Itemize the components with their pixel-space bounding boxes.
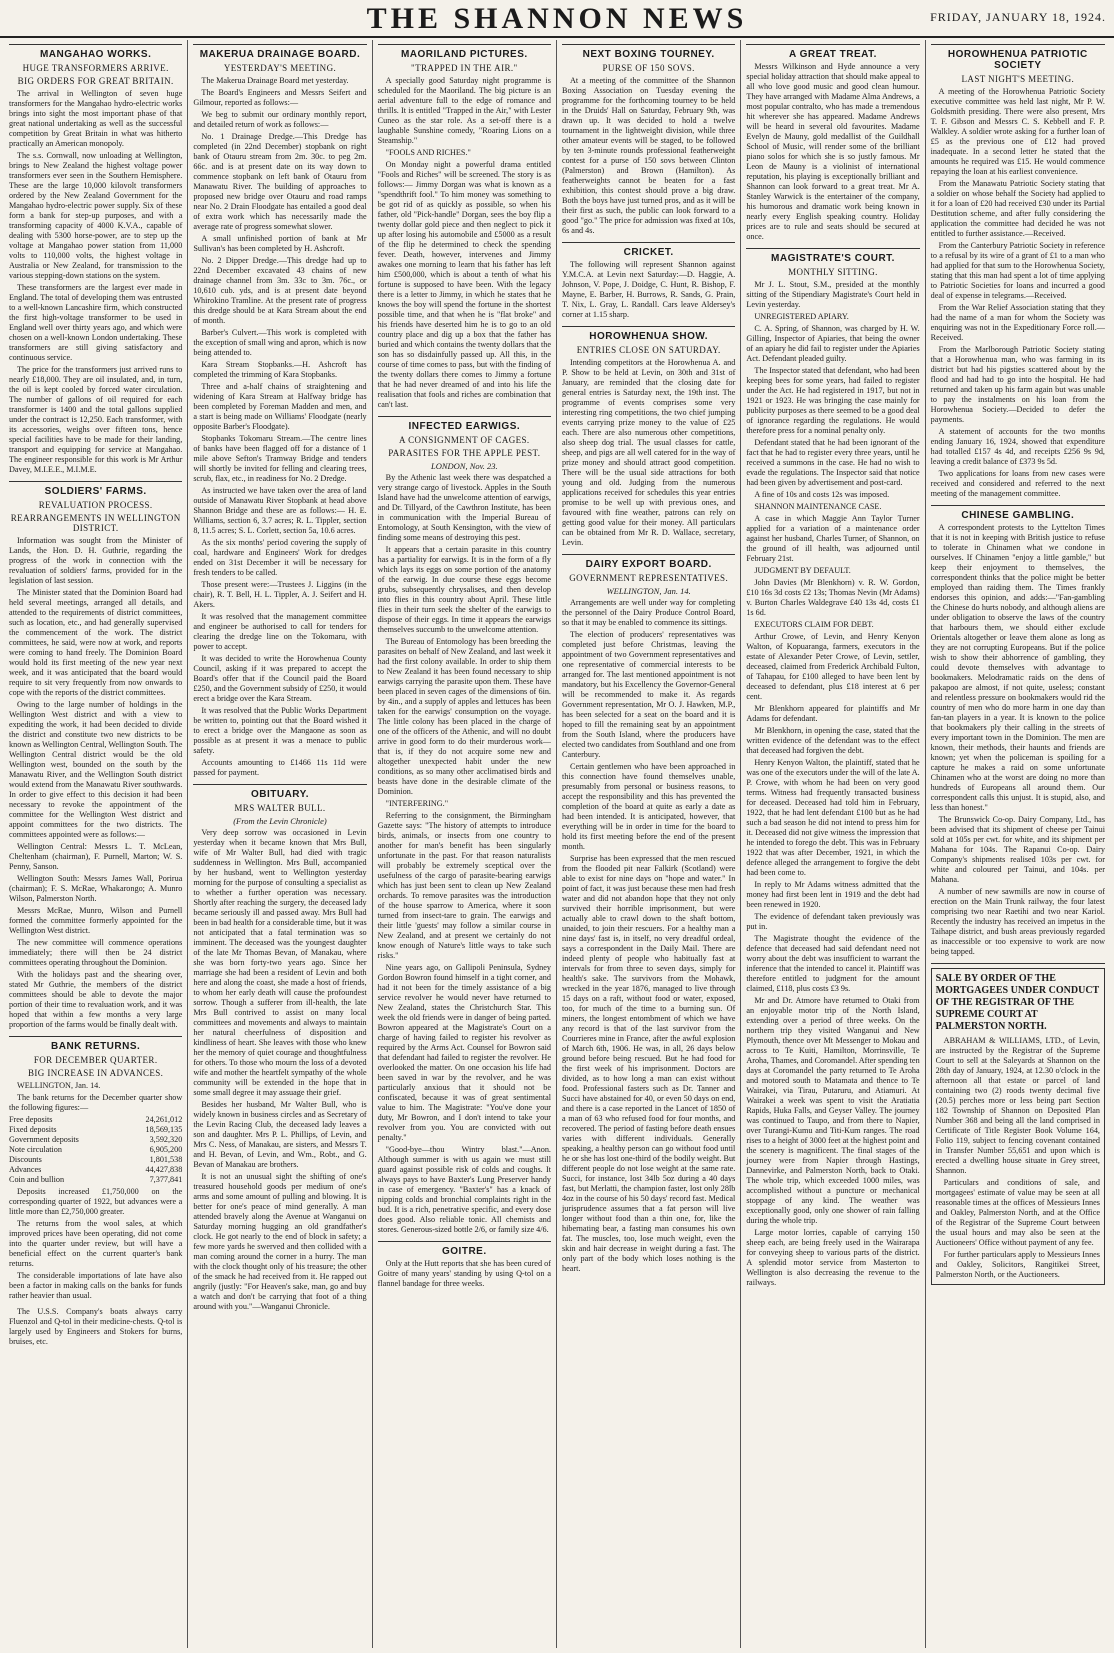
article-subheading: PARASITES FOR THE APPLE PEST.	[388, 448, 541, 458]
table-cell-value: 24,261,012	[145, 1115, 183, 1124]
article-paragraph: The following will represent Shannon against Y.M.C.A. at Levin next Saturday:—D. Haggie, A. Johnson, V. Pope, J. Doidge, C. Hunt, R. Bishop, F. Mayne, E. Barber, H. Burrows, R. Sands, G. Prain, T. Nix, L. Gray, L. Randall. Cars leave Aldersey's corner at 1.15 sharp.	[561, 260, 736, 319]
article-paragraph: "FOOLS AND RICHES."	[385, 148, 471, 157]
article-paragraph: The Magistrate thought the evidence of the defence that deceased had said defendant need not worry about the debt was insufficient to warrant the inference that the intended to cancel it. Plaintiff was therefore entitled to judgment for the amount claimed, £118, plus costs £3 9s.	[746, 934, 920, 993]
article-subheading: GOVERNMENT REPRESENTATIVES.	[569, 573, 729, 583]
article-headline: CRICKET.	[623, 247, 674, 258]
article	[931, 963, 1105, 1285]
article-paragraph: The election of producers' representatives was completed just before Christmas, leaving the appointment of two Government representatives and one representative of commercial interests to be arranged for. The last mentioned appointment is not mandatory, but his Excellency the Governor-General will be recommended to make it. As regards Government representation, Mr O. J. Hawken, M.P., has been selected for a seat on the board and it is hoped to fill the remaining seat by an appointment from the South Island, where the producers have elected two candidates from Southland and one from Canterbury.	[561, 630, 736, 759]
article-subheading: MRS WALTER BULL.	[234, 803, 326, 813]
article-paragraph: The Bureau of Entomology has been breeding the parasites on behalf of New Zealand, and last week it had the first colony available. In order to ship them to New Zealand it has been found necessary to ship earwigs carrying the parasite upon them. These have been placed in seven cages of the dimensions of 6in. by 4in., and a supply of apples and lettuces has been taken for the earwigs' consumption on the voyage. The little colony has been placed in the charge of one of the officers of the Athenic, and will no doubt arrive in good form to do their murderous work—that is, if they do not acquire some new and altogether unexpected habit under the new conditions, as so many other acclimatised birds and beasts have done in the desirable climate of the Dominion.	[377, 637, 551, 796]
article-paragraph: As the six months' period covering the supply of coal, hardware and Engineers' Work for dredges ended on 31st December it will be necessary for fresh tenders to be called.	[193, 538, 367, 577]
article-paragraph: Two applications for loans from new cases were received and considered and referred to the next meeting of the management committee.	[930, 469, 1105, 498]
article-headline: HOROWHENUA PATRIOTIC SOCIETY	[947, 49, 1088, 71]
article-paragraph: The Makerua Drainage Board met yesterday.	[201, 76, 349, 85]
column-1	[4, 40, 188, 1648]
article-subheading: ENTRIES CLOSE ON SATURDAY.	[576, 345, 721, 355]
article-headline: NEXT BOXING TOURNEY.	[582, 49, 715, 60]
article-subheading: YESTERDAY'S MEETING.	[223, 63, 337, 73]
article-paragraph: It was resolved that the Public Works Department be written to, pointing out that the Board wished it to erect a bridge over the Mangaone as soon as possible as at present it was a menace to public safety.	[193, 706, 367, 755]
article-subheading: REVALUATION PROCESS.	[38, 500, 153, 510]
article-paragraph: These transformers are the largest ever made in England. The total of developing them was entrusted to a well-known Lancashire firm, which constructed the first high-voltage transformer to be used in England well over thirty years ago, and which were chosen on a well-known London undertaking. These transformers are still giving satisfactory and continuous service.	[9, 283, 183, 362]
article-dateline: WELLINGTON, Jan. 14.	[606, 586, 691, 596]
table-cell-value: 18,569,135	[145, 1125, 183, 1134]
column-4	[557, 40, 741, 1648]
article-paragraph: By the Athenic last week there was despatched a very strange cargo of livestock. Apples in the South Island have had the unwelcome attention of earwigs, and Dr. Tillyard, of the Cawthron Institute, has been in communication with the Imperial Bureau of Entomology, at South Kensington, with the view of finding some means of destroying this pest.	[377, 473, 551, 542]
article-paragraph: The evidence of defendant taken previously was put in.	[746, 912, 920, 931]
article-paragraph: "Good-bye—thou Wintry blast."—Anon. Although summer is with us again we must still guard against possible risk of colds and coughs. It always pays to have Baxter's Lung Preserver handy in case of emergency. "Baxter's" has a knack of nipping colds and bronchial complaints right in the bud. It is a rich, penetrative specific, and every dose does good. Also reliable tonic. All chemists and stores. Generous-sized bottle 2/6, or family size 4/6.	[377, 1145, 551, 1234]
bank-returns-table	[9, 1115, 182, 1185]
article-paragraph: Mr Blenkhorn, in opening the case, stated that the written evidence of the defendant was to the effect that deceased had forgiven the debt.	[746, 726, 920, 755]
article-paragraph: Information was sought from the Minister of Lands, the Hon. D. H. Guthrie, regarding the progress of the work in connection with the revaluation of soldiers' farms, provided for in the legislation of last session.	[9, 536, 183, 585]
article-paragraph: UNREGISTERED APIARY.	[754, 312, 849, 321]
article-paragraph: On Monday night a powerful drama entitled "Fools and Riches" will be screened. The story is as follows:— Jimmy Dorgan was what is known as a "spendthrift fool." To him money was something to be got rid of as quickly as possible, so when his father, old "Pick-handle" Dorgan, sees the boy flip a twenty dollar gold piece and then neglect to pick it up after losing his automobile and £5000 as a result of the flip he determined to check the spending fever. Death, however, intervenes and Jimmy awakes one morning to learn that his father has left him £500,000, which is about a tenth of what his fortune is supposed to have been. With the legacy there is a letter to Jimmy, in which he states that he knows the boy will spend the fortune in the shortest possible time, and that when he is "flat broke" and his friends have deserted him he is to go to an old country place and dig up a box that the father has buried and which contains the twenty dollars that the son has so disdainfully passed up. All this, in the course of time comes to pass, but with the finding of the twenty dollars there comes to Jimmy a fortune that he had never dreamed of and into his life the realisation that fools and riches are combination that can't last.	[377, 160, 551, 409]
article-paragraph: From the Marlborough Patriotic Society stating that a Horowhenua man, who was farming in its district but had his pigsties scattered about by the flood and had had to go into the hospital. He had returned and taken up his farm again but was unable to pay the instalments on his loan from the Horowhenua Society.—Decided to defer the payments.	[930, 345, 1105, 424]
article-headline: A GREAT TREAT.	[789, 49, 877, 60]
article	[746, 248, 919, 1288]
article	[746, 44, 919, 242]
article-paragraph: The Minister stated that the Dominion Board had held several meetings, arranged all details, and attended to the requirements of district committees, such as location, etc., and had generally supervised the commencement of the work. The district committees, he said, were now at work, and reports were coming to hand freely. The Dominion Board would hold its first meeting of the new year next week, and it was anticipated that the board would require to sit very frequently from now onwards to cope with the reports of the district committees.	[9, 588, 183, 697]
article-headline: SOLDIERS' FARMS.	[44, 486, 147, 497]
article-paragraph: It was resolved that the management committee and engineer be authorised to call for tenders for clearing the dredge line on the Tokomaru, with power to accept.	[193, 612, 367, 651]
table-cell-value: 1,801,538	[149, 1155, 183, 1164]
article-paragraph: Arthur Crowe, of Levin, and Henry Kenyon Walton, of Kopuaranga, farmers, executors in the estate of Alexander Peter Crowe, of Levin, settler, deceased, claimed from Frederick Archibald Fulton, of Tahapau, for £100 alleged to have been lent by deceased to defendant, plus £18 interest at 6 per cent.	[746, 632, 920, 701]
article-paragraph: As instructed we have taken over the area of land outside of Manawatu River Stopbank at head above Shannon Bridge and these are as follows:— H. E. Williams, section 6, 3.7 acres; R. L. Tippler, section 8, 11.5 acres; S. L. Corlett, section 5a, 10.6 acres.	[193, 486, 367, 535]
divider-rule	[378, 44, 551, 45]
article-paragraph: Messrs McRae, Munro, Wilson and Purnell formed the committee formerly appointed for the Wellington West district.	[9, 906, 183, 935]
article-paragraph: Wellington Central: Messrs L. T. McLean, Cheltenham (chairman), F. Purnell, Marton; W. S. Penny, Sanson.	[9, 842, 183, 871]
article-subheading: FOR DECEMBER QUARTER.	[33, 1055, 158, 1065]
table-cell-label: Discounts	[9, 1155, 42, 1164]
article-subheading: BIG INCREASE IN ADVANCES.	[27, 1068, 164, 1078]
notice-title: SALE BY ORDER OF THE MORTGAGEES UNDER CONDUCT OF THE REGISTRAR OF THE SUPREME COURT AT PALMERSTON NORTH.	[935, 973, 1100, 1032]
table-row	[9, 1175, 182, 1185]
divider-rule	[562, 44, 735, 45]
article-subheading: HUGE TRANSFORMERS ARRIVE.	[22, 63, 169, 73]
column-5	[741, 40, 925, 1648]
legal-notice-advertisement	[931, 968, 1105, 1285]
article-headline: OBITUARY.	[250, 789, 309, 800]
article-paragraph: JUDGMENT BY DEFAULT.	[754, 566, 851, 575]
divider-rule	[9, 44, 182, 45]
article	[931, 505, 1105, 957]
article-subheading: A CONSIGNMENT OF CAGES.	[399, 435, 530, 445]
article-paragraph: Messrs Wilkinson and Hyde announce a very special holiday attraction that should make appeal to all who love good music and good clean humour. They have arranged with Madame Alma Andrews, a most popular contralto, who has made a tremendous hit wherever she has appeared. Madame Andrews will be heard in several old favourites. Madame Evelyn de Mauny, gold medallist of the Guildhall School of Music, will render some of the brilliant piano solos for which she is so justly famous. Mr Leon de Mauny is a violinist of international reputation, his playing is exceptionally brilliant and Shannon can look forward to a great treat. Mr A. Stanley Warwick is the entertainer of the company, his humorous and dramatic work being known in nearly every English speaking country. Holiday prices are to rule and seats should be secured at once.	[746, 62, 920, 241]
article-paragraph: Accounts amounting to £1466 11s 11d were passed for payment.	[193, 758, 367, 777]
article-paragraph: A fine of 10s and costs 12s was imposed.	[754, 490, 890, 499]
table-cell-label: Fixed deposits	[9, 1125, 57, 1134]
article	[562, 326, 735, 548]
article-paragraph: In reply to Mr Adams witness admitted that the money had first been lent in 1919 and the debt had been renewed in 1920.	[746, 880, 920, 909]
article-paragraph: A specially good Saturday night programme is scheduled for the Maoriland. The big picture is an aerial adventure full to the edge of romance and thrills. It is entitled "Trapped in the Air," with Lester Cuneo as the star role. As a set-off there is a laughable Sunshine comedy, "Roaring Lions on a Steamship."	[377, 76, 551, 145]
article-paragraph: Intending competitors at the Horowhenua A. and P. Show to be held at Levin, on 30th and 31st of January, are reminded that the closing date for general entries is Saturday next, the 19th inst. The programme of events comprises some very interesting ring competitions, the two chief jumping events carrying prize money to the value of £25 each. There are also numerous other competitions, also sheep dog trial. The usual classes for cattle, sheep, and pigs are all well catered for in the way of prize money and should attract good competition. There will be the usual side attractions for both young and old. Judging from the numerous applications received for schedules this year entries promise to be well up with previous ones, and favoured with fine weather, patrons can rely on getting good value for their money. All particulars can be obtained from Mr R. D. Wallace, secretary, Levin.	[561, 358, 736, 547]
article-paragraph: The considerable importations of late have also been a factor in making calls on the banks for funds rather heavier than usual.	[9, 1271, 183, 1300]
article-paragraph: The s.s. Cornwall, now unloading at Wellington, brings to New Zealand the highest voltage power transformers ever seen in the Southern Hemisphere. These are the large 10,000 kilovolt transformers ordered by the New Zealand Government for the Mangahao hydro-electric power supply. Six of these form a bank for step-up purposes, and with a transforming capacity of 4000 K.V.A., capable of dealing with 5300 horse-power, are to step up the voltage at Mangahao power station from 11,000 volts to 110,000 volts, the highest voltage in Australia or New Zealand, for transmission to the various stepping-down stations on the system.	[9, 151, 183, 280]
article-paragraph: The new committee will commence operations immediately; there will then be 24 district committees operating throughout the Dominion.	[9, 938, 183, 967]
table-cell-label: Coin and bullion	[9, 1175, 65, 1184]
article-paragraph: The Brunswick Co-op. Dairy Company, Ltd., has been advised that its shipment of cheese per Tainui sold at 105s per cwt. for white, and its shipment per Mahana for 104s. The Rapanui Co-op. Dairy Company's shipments realised 103s per cwt. for white and coloured per Tainui, and 104s. per Mahana.	[930, 815, 1105, 884]
article-paragraph: A statement of accounts for the two months ending January 16, 1924, showed that expenditure had totalled £157 4s 4d, and receipts £256 9s 9d, leaving a credit balance of £373 9s 5d.	[930, 427, 1105, 466]
article-paragraph: A correspondent protests to the Lyttelton Times that it is not in keeping with British justice to refuse to tolerate in Chinamen what we condone in ourselves. If Chinamen "enjoy a little gamble," but keep their enjoyment to themselves, the correspondent thinks that the police might be better employed than raiding them. The Times frankly endorses this opinion, and adds:—"Fan-gambling the Chinese do hurts nobody, and although aliens are under obligation to observe the laws of the country that harbours them, we should either exclude Orientals altogether or leave them alone as long as they are not corrupting Europeans. But if the police wish to show their abhorrence of gambling, they could devote themselves with advantage to bookmakers. Melodramatic raids on the dens of pakapoo are almost, if not quite, useless; constant and relentless pressure on bookmakers would rid the country of men who do more harm in one day than fan-tan players in a year. It is known to the police that bookmakers ply their calling in the streets of every important town in the Dominion. The men are known, their methods, their haunts and friends are known; yet when the policeman is spoiling for a capture he makes a raid on some unfortunate Chinamen who at the worst are doing no more than hundreds of Europeans all around them. Our correspondent calls this unjust. It is stupid, also, and less than honest."	[930, 523, 1105, 812]
article-paragraph: The U.S.S. Company's boats always carry Fluenzol and Q-tol in their medicine-chests. Q-tol is largely used by Engineers and Stokers for burns, bruises, etc.	[9, 1307, 183, 1346]
article	[931, 44, 1105, 499]
divider-rule	[193, 784, 366, 785]
article	[193, 44, 366, 778]
article-paragraph: Those present were:—Trustees J. Liggins (in the chair), R. T. Bell, H. L. Tippler, A. J. Seifert and H. Akers.	[193, 580, 367, 609]
article-headline: HOROWHENUA SHOW.	[589, 331, 709, 342]
table-cell-value: 3,592,320	[149, 1135, 183, 1144]
article-headline: GOITRE.	[442, 1246, 487, 1257]
article	[9, 1036, 182, 1301]
divider-rule	[562, 242, 735, 243]
notice-paragraph: For further particulars apply to Messieurs Innes and Oakley, Solicitors, Rangitikei Street, Palmerston North, or the Auctioneers.	[935, 1250, 1100, 1279]
article-headline: CHINESE GAMBLING.	[961, 510, 1075, 521]
table-row	[9, 1155, 182, 1165]
article-paragraph: WELLINGTON, Jan. 14.	[17, 1081, 101, 1090]
article-subheading: BIG ORDERS FOR GREAT BRITAIN.	[17, 76, 174, 86]
article-paragraph: Owing to the large number of holdings in the Wellington West district and with a view to expediting the work, it had been decided to divide the district and constitute two new districts to be known as Wellington Central, Wellington South. The Wellington Central district would be the old Wellington west, bounded on the south by the Manawatu River, and the Wellington South district would extend from the Manawatu River southwards. In order to give effect to this decision it had been necessary to revoke the appointment of the committee for the Wellington West district and appoint committees for the two districts. The committees appointed were as follows:—	[9, 700, 183, 839]
article-paragraph: With the holidays past and the shearing over, stated Mr Guthrie, the members of the district committees should be able to devote the major portion of their time to revaluation work, and it was hoped that within a few months a very large proportion of the farms would be finally dealt with.	[9, 970, 183, 1029]
article-paragraph: C. A. Spring, of Shannon, was charged by H. W. Gilling, Inspector of Apiaries, that being the owner of an apiary he did fail to register under the Apiaries Act. Defendant pleaded guilty.	[746, 324, 920, 363]
article-paragraph: The Inspector stated that defendant, who had been keeping bees for some years, had failed to register under the Act. He had registered in 1917, but not in 1921 or 1923. He was bringing the case mainly for publicity purposes as there seemed to be a good deal of ignorance regarding the regulations. He would therefore press for a nominal penalty only.	[746, 366, 920, 435]
column-6	[926, 40, 1110, 1648]
table-cell-label: Government deposits	[9, 1135, 79, 1144]
article-headline: MAKERUA DRAINAGE BOARD.	[199, 49, 361, 60]
article-paragraph: At a meeting of the committee of the Shannon Boxing Association on Tuesday evening the programme for the forthcoming tourney to be held in the Druids' Hall on Saturday, February 9th, was drawn up. It was decided to hold a twelve tournament in the lightweight division, while three other amateur events will be staged, to be followed by ten 3-minute rounds professional featherweight contest for a purse of 150 sovs between Clinton (Palmerston) and Brown (Hamilton). As featherweights cannot be beaten for a fast exhibition, this contest should prove a big draw. Both the boys have just turned pros, and as it will be their first as such, the public can look forward to a good "go." The price for admission was fixed at 10s, 6s and 4s.	[561, 76, 736, 235]
table-cell-value: 7,377,841	[149, 1175, 183, 1184]
article-paragraph: John Davies (Mr Blenkhorn) v. R. W. Gordon, £10 16s 3d costs £2 13s; Thomas Nevin (Mr Adams) v. Burton Charles Waldegrave £40 13s 4d, costs £1 1s 6d.	[746, 578, 920, 617]
article-paragraph: Henry Kenyon Walton, the plaintiff, stated that he was one of the executors under the will of the late A. P. Crowe, with whom he had been on very good terms. Witness had frequently transacted business for deceased. Deceased had told him in February, 1922, that he had lent defendant £100 but as he had such a bad season he did not intend to press him for it. Deceased did not give witness the impression that he intended to forego the debt. This was in February 1922 that was after December, 1921, in which the defence alleged the arrangement to forgive the debt had been come to.	[746, 758, 920, 877]
table-row	[9, 1115, 182, 1125]
article-subheading: MONTHLY SITTING.	[788, 267, 878, 277]
article-paragraph: It appears that a certain parasite in this country has a partiality for earwigs. It is in the form of a fly which lays its eggs on some portion of the anatomy of the earwig. In due course these eggs become grubs, subsequently chrysalises, and then develop into flies in this country about April. These little flies in their turn seek the shelter of the earwigs to dispose of their eggs. In time it appears the earwigs themselves succumb to the unwelcome attention.	[377, 545, 551, 634]
column-3	[373, 40, 557, 1648]
notice-paragraph: Particulars and conditions of sale, and mortgagees' estimate of value may be seen at all reasonable times at the offices of Messieurs Innes and Oakley, Palmerston North, and at the Office of the Registrar of the Supreme Court between the usual hours and may also be seen at the Auctioneers' Office without payment of any fee.	[935, 1178, 1100, 1247]
article-paragraph: The bank returns for the December quarter show the following figures:—	[9, 1093, 183, 1112]
article-paragraph: EXECUTORS CLAIM FOR DEBT.	[754, 620, 874, 629]
news-columns	[4, 40, 1110, 1648]
table-cell-label: Note circulation	[9, 1145, 62, 1154]
article-paragraph: The arrival in Wellington of seven huge transformers for the Mangahao hydro-electric works brings into sight the most important phase of that great national undertaking as well as the successful competition by Great Britain in what was hitherto practically an American monopoly.	[9, 89, 183, 148]
table-cell-value: 6,905,200	[149, 1145, 183, 1154]
article-headline: MAGISTRATE'S COURT.	[771, 253, 895, 264]
article-paragraph: Surprise has been expressed that the men rescued from the flooded pit near Falkirk (Scotland) were able to exist for nine days on "hope and water." In point of fact, it was just because these men had fresh water and did not abandon hope that they not only survived their horrible imprisonment, but were actually able to crawl down to the shaft bottom, unaided, to join their rescuers. For a healthy man a nine days' fast is, in itself, no very dreadful ordeal, says a correspondent in the Daily Mail. There are indeed plenty of people who habitually fast at intervals for from three to seven days, simply for health's sake. The survivors from the Mohawk, wrecked in the year 1876, managed to live through 15 days on a raft, without food or water, exposed, too, for much of the time to a burning sun. Of miners, the longest entombment of which we have any record is that of the last survivor from the Courrieres mine in France, after the awful explosion of March 6th, 1906. He was, in all, 26 days below ground before being rescued. But he had food for the first week of his imprisonment. Doctors are divided, as to how long a man can exist without food. Professional fasters such as Dr. Tanner and Succi have abstained for 40, or even 50 days on end, and there is a case reported in the Lancet of 1850 of a man of 63 who refused food for four months, and recovered. The period of fasting before death ensues varies with different individuals. Generally speaking, a healthy person can go without food until he or she has lost one-third of the bodily weight. But different people do not lose weight at the same rate. Succi, for instance, lost 34lb 5oz during a 40 days fast, but Merlatti, the champion faster, lost only 28lb 4oz in the course of his 50 days' record fast. Medical jurisprudence assumes that a fat person will live longer without food than a thin one, for, like the hibernating bear, a fasting man consumes his own fat. The muscles, too, lose much weight, even the skin and hair decrease in weight during a fast. The only part of the body which loses nothing is the heart.	[561, 854, 736, 1273]
article	[193, 784, 366, 1312]
article-paragraph: Barber's Culvert.—This work is completed with the exception of small wing and apron, which is now being attended to.	[193, 328, 367, 357]
article-paragraph: Mr J. L. Stout, S.M., presided at the monthly sitting of the Stipendiary Magistrate's Court held in Levin yesterday.	[746, 280, 920, 309]
article-paragraph: From the War Relief Association stating that they had the name of a man for whom the Society was enquiring was not in the Expeditionary Force roll.—Received.	[930, 303, 1105, 342]
article	[562, 44, 735, 236]
article-paragraph: Only at the Hutt reports that she has been cured of Goitre of many years' standing by using Q-tol on a flannel bandage for three weeks.	[377, 1259, 551, 1288]
article-paragraph: A case in which Maggie Ann Taylor Turner applied for a variation of a maintenance order against her husband, Charles Turner, of Shannon, on the ground of ill health, was adjourned until February 21st.	[746, 514, 920, 563]
article-paragraph: A small unfinished portion of bank at Mr Sullivan's has been completed by H. Ashcroft.	[193, 234, 367, 253]
article	[378, 416, 551, 1235]
newspaper-title: THE SHANNON NEWS	[366, 2, 748, 35]
article-paragraph: Wellington South: Messrs James Wall, Porirua (chairman); F. S. McRae, Whakarongo; A. Munro Wilson, Palmerston North.	[9, 874, 183, 903]
article-paragraph: Nine years ago, on Gallipoli Peninsula, Sydney Gordon Bowron found himself in a tight corner, and had it not been for the timely assistance of a big service revolver he would never have returned to New Zealand, states the Christchurch Star. This week the old friends were in danger of being parted. Bowron appeared at the Magistrate's Court on a charge of having failed to register his revolver as required by the Arms Act. Counsel for Bowron said that defendant had failed to register the revolver. He overlooked the matter. On one occasion his life had been saved in war by the revolver, and he was particularly anxious that it should not be confiscated, because it was of great sentimental value to him. The Magistrate: "You've done your duty, Mr Bowron, and I don't intend to take your revolver from you. You are convicted with out penalty."	[377, 963, 551, 1142]
article-paragraph: Stopbanks Tokomaru Stream.—The centre lines of banks have been flagged off for a distance of 1 mile above Sefton's Tramway Bridge and tenders will shortly be invited for felling and clearing trees, scrub, flax, etc., in readiness for No. 2 Dredge.	[193, 434, 367, 483]
divider-rule	[9, 481, 182, 482]
table-cell-value: 44,427,838	[145, 1165, 183, 1174]
table-row	[9, 1125, 182, 1135]
divider-rule	[193, 44, 366, 45]
article-paragraph: Arrangements are well under way for completing the personnel of the Dairy Produce Control Board, so that it may be enabled to commence its sittings.	[561, 598, 736, 627]
table-cell-label: Advances	[9, 1165, 42, 1174]
article-headline: MAORILAND PICTURES.	[400, 49, 528, 60]
divider-rule	[746, 248, 919, 249]
article-paragraph: Mr Blenkhorn appeared for plaintiffs and Mr Adams for defendant.	[746, 704, 920, 723]
article-subheading: LAST NIGHT'S MEETING.	[961, 74, 1075, 84]
article-paragraph: SHANNON MAINTENANCE CASE.	[754, 502, 882, 511]
divider-rule	[931, 963, 1105, 964]
article-dateline: LONDON, Nov. 23.	[430, 461, 498, 471]
table-row	[9, 1135, 182, 1145]
article-paragraph: Defendant stated that he had been ignorant of the fact that he had to register every three years, until he received a summons in the case. He had no wish to evade the regulations. The Inspector said that notice had been given by advertisement and post-card.	[746, 438, 920, 487]
article-paragraph: Mr and Dr. Atmore have returned to Otaki from an enjoyable motor trip of the North Island, extending over a period of three weeks. On the northern trip they visited Wanganui and New Plymouth, thence over Mt Messenger to Mokau and across to Te Kuiti, Hamilton, Morrinsville, Te Aroha, Thames, and Coromandel. After spending ten days at Coromandel the party returned to Te Aroha and motored south to Matamata and thence to Te Wairakei, via Tirau, Putaruru, and Atiamuri. At Wairakei a week was spent to visit the Aratiatia Rapids, Huka Falls, and Geyser Valley. The journey was continued to Taupo, and from there to Napier, over Turangi-Kumu and Titi-Kum ranges. The road rises to a height of 3000 feet at the highest point and the scenery is magnificent. The final stages of the journey were from Napier through Hastings, Dannevirke, and Palmerston North, back to Otaki. The whole trip, which exceeded 1000 miles, was accomplished without a puncture or mechanical stoppage of any kind. The weather was exceptionally good, only one shower of rain falling during the whole trip.	[746, 996, 920, 1225]
article-paragraph: From the Canterbury Patriotic Society in reference to a refusal by its wire of a grant of £1 to a man who had applied for that sum to the Horowhenua Society, stating that this man had spent a lot of time applying to Patriotic Societies for loans and incurred a good deal of expense in telegrams.—Received.	[930, 241, 1105, 300]
article-dateline: (From the Levin Chronicle)	[233, 816, 327, 826]
article-headline: DAIRY EXPORT BOARD.	[585, 559, 712, 570]
article-paragraph: From the Manawatu Patriotic Society stating that a soldier on whose behalf the Society had applied to it for a loan of £20 had received £30 under its Partial Destitution scheme, and after fully considering the application the committee had decided he was not entitled to further assistance.—Received.	[930, 179, 1105, 238]
divider-rule	[746, 44, 919, 45]
article	[9, 44, 182, 475]
article	[378, 44, 551, 410]
article-paragraph: Kara Stream Stopbanks.—H. Ashcroft has completed the trimming of Kara Stopbanks.	[193, 360, 367, 379]
article-paragraph: The Board's Engineers and Messrs Seifert and Gilmour, reported as follows:—	[193, 88, 367, 107]
column-2	[188, 40, 372, 1648]
article-paragraph: Referring to the consignment, the Birmingham Gazette says: "The history of attempts to introduce birds, animals, or insects from one country to another for man's benefit has been singularly unfortunate in the past. For that reason naturalists will probably be extremely sceptical over the usefulness of the cargo of parasite-bearing earwigs which has just been sent to clean up New Zealand orchards. To remove parasites was the introduction of the house sparrow to America, where it soon turned from insect-tare to grain. The earwigs and their little 'guests' may follow a similar course in New Zealand, and at present we certainly do not know enough of Nature's little ways to take such risks."	[377, 811, 551, 960]
article-paragraph: The price for the transformers just arrived runs to nearly £18,000. They are oil insulated, and, in turn, the oil is kept cooled by forced water circulation. The number of gallons of oil required for each transformer is 1400 and the total gallons supplied under the contract is 12,250. Each transformer, with its accessories, weighs over fifteen tons, hence special facilities have to be made for their landing, transport and equipping for service at Mangahao. The engineer responsible for this work is Mr Arthur Davey, M.I.E.E., M.I.M.E.	[9, 365, 183, 474]
article-paragraph: No. 1 Drainage Dredge.—This Dredge has completed (in 22nd December) stopbank on right bank of Otauru stream from 2m. 30c. to peg 2m. 66c. and is at present date on its way down to commence stopbank on left bank of Otauru from Manawatu River. The building of approaches to proposed new bridge over Otauru and road ramps near No. 2 Drain Floodgate has entailed a good deal of extra work which has necessarily made the average rate of progress somewhat slower.	[193, 132, 367, 231]
article-paragraph: It is not an unusual sight the shifting of one's treasured household goods per medium of one's arms and some amount of pulling and blowing. It is better for one's peace of mind generally. A man attended bravely along the Avenue at Wanganui on Saturday morning hugging an old grandfather's clock. He got nearly to the end of block in safety; a few more yards he swerved and then collided with a man coming around the corner in a hurry. The man with the clock thought only of his treasure; the other of the smack he had received from it. He rapped out angrily (justly: "For Heaven's sake, man, go and buy a watch and don't be carrying that foot of a thing around with you."—Wanganui Chronicle.	[193, 1172, 367, 1311]
divider-rule	[562, 326, 735, 327]
table-row	[9, 1145, 182, 1155]
divider-rule	[378, 1241, 551, 1242]
divider-rule	[562, 554, 735, 555]
article-paragraph: We beg to submit our ordinary monthly report, and detailed return of work as follows:—	[193, 110, 367, 129]
article	[562, 554, 735, 1274]
divider-rule	[378, 416, 551, 417]
article-subheading: PURSE OF 150 SOVS.	[602, 63, 695, 73]
article-paragraph: Three and a-half chains of straightening and widening of Kara Stream at Halfway bridge has been completed by Foreman Madden and men, and a start is being made on Williams' Floodgate (nearly opposite Barber's Floodgate).	[193, 382, 367, 431]
article-paragraph: "INTERFERING."	[385, 799, 449, 808]
divider-rule	[931, 505, 1105, 506]
article	[378, 1241, 551, 1289]
article-paragraph: Certain gentlemen who have been approached in this connection have found themselves unable, presumably from personal or business reasons, to accept the responsibility and this has prevented the completion of the board at quite as early a date as had been intended. It is anticipated, however, that everything will be in order in time for the board to hold its first meeting before the end of the present month.	[561, 762, 736, 851]
article-paragraph: Large motor lorries, capable of carrying 150 sheep each, are being freely used in the Wairarapa for conveying sheep to various parts of the district. A splendid motor service from Masterton to Wellington is also decreasing the revenue to the railways.	[746, 1228, 920, 1287]
article	[9, 481, 182, 1030]
article-headline: MANGAHAO WORKS.	[39, 49, 152, 60]
article-headline: BANK RETURNS.	[51, 1041, 141, 1052]
article	[9, 1307, 182, 1347]
article-subheading: REARRANGEMENTS IN WELLINGTON DISTRICT.	[10, 513, 181, 533]
masthead	[0, 0, 1114, 38]
notice-paragraph: ABRAHAM & WILLIAMS, LTD., of Levin, are instructed by the Registrar of the Supreme Court to sell at the Saleyards at Shannon on the 28th day of January, 1924, at 12.30 o'clock in the afternoon all that estate or parcel of land containing two (2) roods twenty decimal five (20.5) perches more or less being part Section 182 Township of Shannon on Deposited Plan Number 368 and being all the land comprised in Certificate of Title Register Book Volume 164, Folio 119, subject to fencing covenant contained in Transfer Number 55,651 and upon which is erected a dwelling house situate in Grey street, Shannon.	[935, 1036, 1100, 1175]
article-paragraph: Besides her husband, Mr Walter Bull, who is widely known in business circles and as Secretary of the Levin Racing Club, the deceased lady leaves a son and daughter. Mrs P. L. Phillips, of Levin, and Mrs C. Ness, of Manakau, are sisters, and Messrs T. and H. Bevan, of Levin, and Wm., Robt., and G. Bevan of Manakau are brothers.	[193, 1100, 367, 1169]
divider-rule	[9, 1036, 182, 1037]
article-subheading: "TRAPPED IN THE AIR."	[411, 63, 518, 73]
article-paragraph: A number of new sawmills are now in course of erection on the Main Trunk railway, the four latest comprising two near Raetihi and two near Kariol. Recently the industry has received an impetus in the Taihape district, and bush areas previously regarded as inaccessible or too expensive to work are now being tapped.	[930, 887, 1105, 956]
article-paragraph: Deposits increased £1,750,000 on the corresponding quarter of 1922, but advances were a little more than £2,750,000 greater.	[9, 1187, 183, 1216]
table-row	[9, 1165, 182, 1175]
divider-rule	[931, 44, 1105, 45]
article-paragraph: It was decided to write the Horowhenua County Council, asking if it was prepared to accept the Board's offer that if the Council paid the Board £250, and the Government subsidy of £250, it would erect a bridge over the Kara Stream.	[193, 654, 367, 703]
article-paragraph: Very deep sorrow was occasioned in Levin yesterday when it became known that Mrs Bull, wife of Mr Walter Bull, had died with tragic suddenness in Wellington. Mrs Bull, accompanied by her husband, went to Wellington yesterday morning for the purpose of consulting a specialist as to whether a further operation was necessary. Shortly after reaching the surgery, the deceased lady became seriously ill and passed away. Mrs Bull had been in bad health for a considerable time, but it was not anticipated that a fatal termination was so imminent. The deceased was the youngest daughter of the late Mr Thomas Bevan, of Manakau, where she was born forty-two years ago. Since her marriage she had been a resident of Levin and both here and along the coast, she made a host of friends, to whom her early death will cause the profoundest sorrow. Though a sufferer from ill-health, the late Mrs Bull contrived to assist on many local committees and movements and always to maintain her natural cheerfulness of disposition and kindliness of heart. She leaves with those who knew her the memory of quiet courage and thoughtfulness for others. To those who mourn the loss of a devoted wife and mother the heartfelt sympathy of the whole community will be extended in the hope that in some small degree it may assuage their grief.	[193, 828, 367, 1097]
article-headline: INFECTED EARWIGS.	[408, 421, 521, 432]
table-cell-label: Free deposits	[9, 1115, 53, 1124]
issue-date: FRIDAY, JANUARY 18, 1924.	[930, 10, 1106, 24]
article-paragraph: No. 2 Dipper Dredge.—This dredge had up to 22nd December excavated 43 chains of new drainage channel from 3m. 33c to 3m. 76c., or 10,610 cub. yds, and is at present date beyond Whirokino Tramline. At the present rate of progress this dredge should be at Kara Stream about the end of month.	[193, 256, 367, 325]
article	[562, 242, 735, 320]
article-paragraph: A meeting of the Horowhenua Patriotic Society executive committee was held last night, Mr P. W. Goldsmith presiding. There were also present, Mrs T. F. Gibson and Messrs C. S. Kebbell and F. P. Walkley. A soldier wrote asking for a further loan of £5 as the previous one of £12 had proved inadequate. In a second letter he stated that the amounts he required was £15. He would commence repaying the loan at his earliest convenience.	[930, 87, 1105, 176]
article-paragraph: The returns from the wool sales, at which improved prices have been operating, did not come into the quarter under review, but will have a beneficial effect on the current quarter's bank returns.	[9, 1219, 183, 1268]
